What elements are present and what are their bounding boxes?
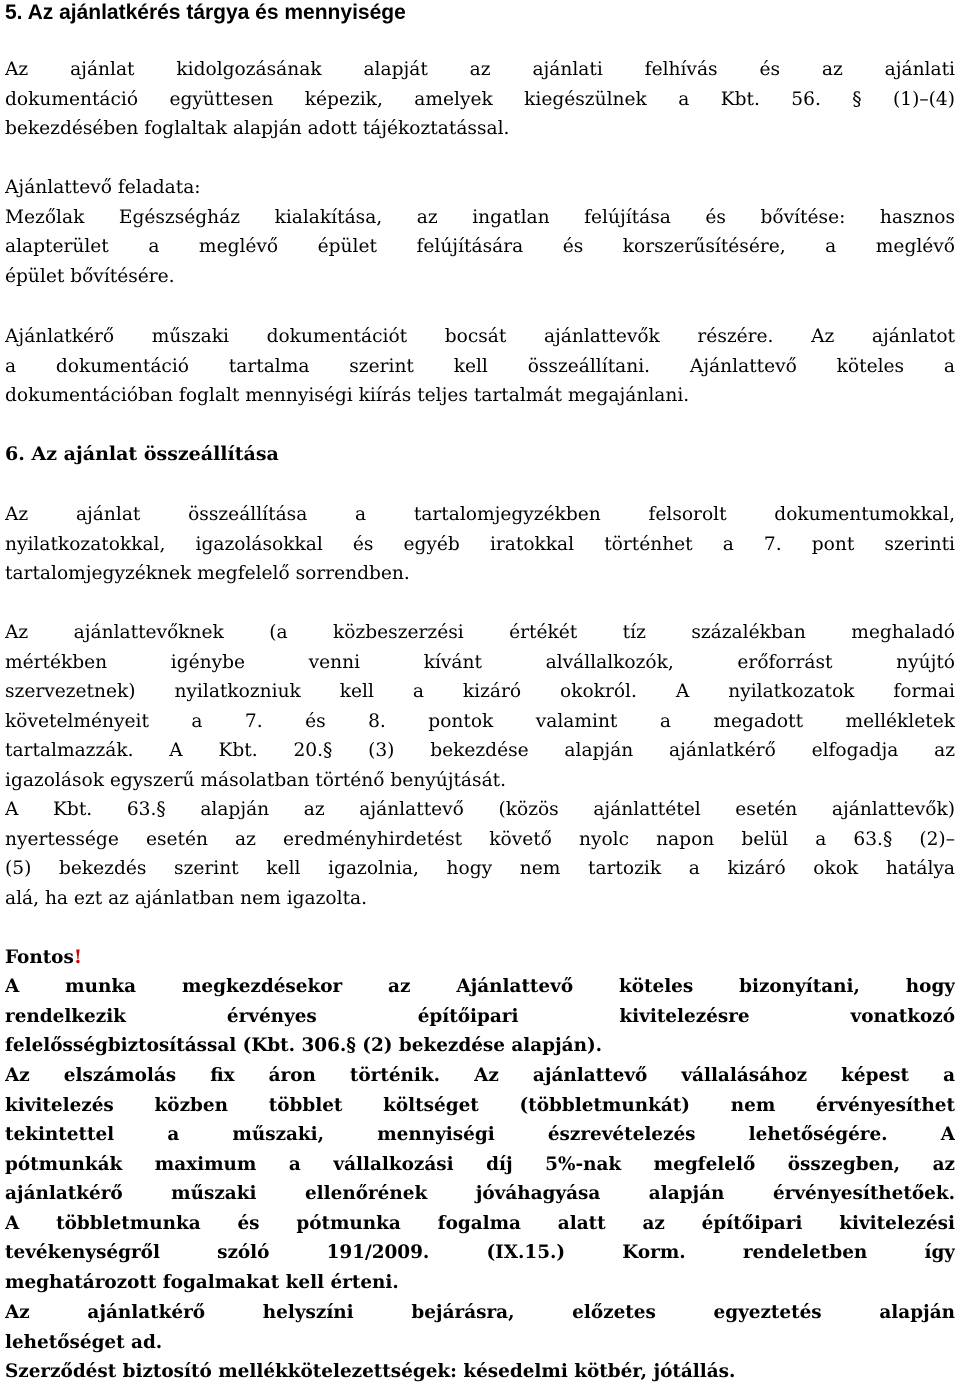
text-line: rendelkezik érvényes építőipari kivitelezésre vonatkozó	[5, 1005, 955, 1027]
text-line: bekezdésében foglaltak alapján adott tájékoztatással.	[5, 118, 510, 139]
important-paragraph-1	[5, 972, 955, 1061]
text-line: épület bővítésére.	[5, 265, 175, 287]
section-6-paragraph-3	[5, 795, 955, 913]
section-5-paragraph-3	[5, 322, 955, 411]
text-line: Mezőlak Egészségház kialakítása, az ingatlan felújítása és bővítése: hasznos	[5, 206, 955, 228]
text-line: szervezetnek) nyilatkozniuk kell a kizáró okokról. A nyilatkozatok formai	[5, 681, 955, 702]
text-line: (5) bekezdés szerint kell igazolnia, hogy nem tartozik a kizáró okok hatálya	[5, 858, 955, 879]
text-line: Az ajánlatkérő helyszíni bejárásra, előzetes egyeztetés alapján	[5, 1302, 955, 1323]
text-line: pótmunkák maximum a vállalkozási díj 5%-nak megfelelő összegben, az	[5, 1153, 955, 1175]
text-line: mértékben igénybe venni kívánt alvállalkozók, erőforrást nyújtó	[5, 651, 955, 673]
text-line: Az ajánlat összeállítása a tartalomjegyzékben felsorolt dokumentumokkal,	[5, 504, 955, 525]
important-paragraph-4	[5, 1357, 955, 1387]
text-line: tartalomjegyzéknek megfelelő sorrendben.	[5, 563, 410, 584]
text-line: alapterület a meglévő épület felújítására és korszerűsítésére, a meglévő	[5, 236, 955, 257]
text-line: A többletmunka és pótmunka fogalma alatt az építőipari kivitelezési	[5, 1212, 955, 1234]
important-paragraph-2	[5, 1061, 955, 1297]
text-line: Ajánlatkérő műszaki dokumentációt bocsát ajánlattevők részére. Az ajánlatot	[5, 326, 955, 347]
important-label-text: Fontos	[5, 947, 74, 968]
text-line: tevékenységről szóló 191/2009. (IX.15.) Korm. rendeletben így	[5, 1242, 955, 1263]
text-line: A munka megkezdésekor az Ajánlattevő köteles bizonyítani, hogy	[5, 976, 955, 997]
text-line: A Kbt. 63.§ alapján az ajánlattevő (közös ajánlattétel esetén ajánlattevők)	[5, 799, 955, 820]
text-line: Az elszámolás fix áron történik. Az ajánlattevő vállalásához képest a	[5, 1065, 955, 1086]
text-line: meghatározott fogalmakat kell érteni.	[5, 1271, 399, 1293]
text-line: nyertessége esetén az eredményhirdetést követő nyolc napon belül a 63.§ (2)–	[5, 828, 955, 850]
important-exclamation: !	[73, 947, 82, 968]
important-paragraph-3	[5, 1298, 955, 1357]
text-line: lehetőséget ad.	[5, 1331, 163, 1353]
section-6-paragraph-1	[5, 500, 955, 589]
text-line: felelősségbiztosítással (Kbt. 306.§ (2) bekezdése alapján).	[5, 1035, 603, 1056]
section-6-heading: 6. Az ajánlat összeállítása	[5, 443, 279, 465]
section-6-paragraph-2	[5, 618, 955, 795]
text-line: dokumentáció együttesen képezik, amelyek kiegészülnek a Kbt. 56. § (1)–(4)	[5, 88, 955, 110]
text-line: Szerződést biztosító mellékkötelezettségek: késedelmi kötbér, jótállás.	[5, 1361, 736, 1382]
text-line: alá, ha ezt az ajánlatban nem igazolta.	[5, 887, 368, 909]
section-5-paragraph-2	[5, 173, 955, 291]
text-line: Ajánlattevő feladata:	[5, 177, 201, 198]
text-line: igazolások egyszerű másolatban történő benyújtását.	[5, 769, 507, 791]
important-label	[5, 943, 82, 973]
section-5-paragraph-1	[5, 55, 955, 144]
text-line: ajánlatkérő műszaki ellenőrének jóváhagyása alapján érvényesíthetőek.	[5, 1183, 955, 1204]
text-line: nyilatkozatokkal, igazolásokkal és egyéb iratokkal történhet a 7. pont szerinti	[5, 533, 955, 555]
text-line: kivitelezés közben többlet költséget (többletmunkát) nem érvényesíthet	[5, 1094, 955, 1116]
text-line: tekintettel a műszaki, mennyiségi észrevételezés lehetőségére. A	[5, 1124, 955, 1145]
text-line: dokumentációban foglalt mennyiségi kiírás teljes tartalmát megajánlani.	[5, 385, 690, 406]
text-line: Az ajánlat kidolgozásának alapját az ajánlati felhívás és az ajánlati	[5, 59, 955, 80]
text-line: követelményeit a 7. és 8. pontok valamint a megadott mellékletek	[5, 710, 955, 732]
text-line: Az ajánlattevőknek (a közbeszerzési értékét tíz százalékban meghaladó	[5, 622, 955, 643]
section-5-heading: 5. Az ajánlatkérés tárgya és mennyisége	[5, 1, 406, 24]
text-line: a dokumentáció tartalma szerint kell összeállítani. Ajánlattevő köteles a	[5, 355, 955, 377]
text-line: tartalmazzák. A Kbt. 20.§ (3) bekezdése alapján ajánlatkérő elfogadja az	[5, 740, 955, 761]
